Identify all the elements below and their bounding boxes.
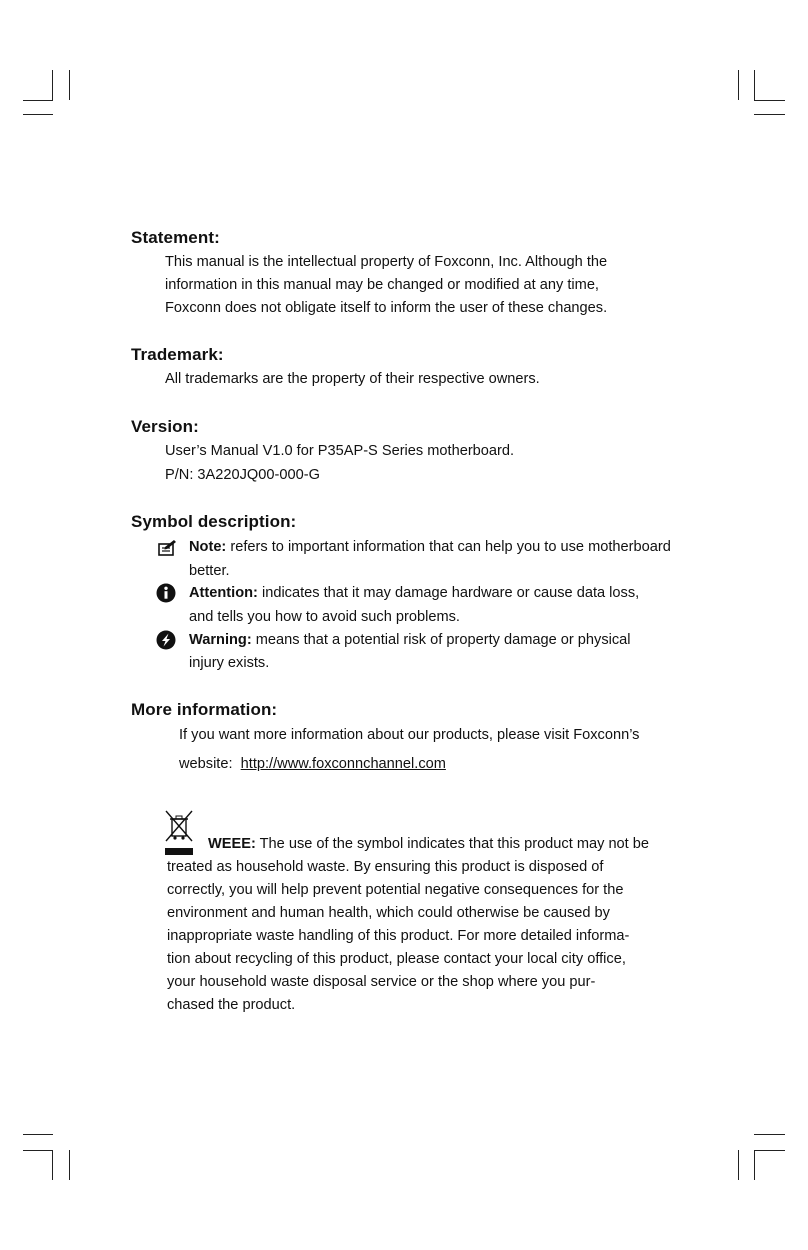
weee-line-1 [208,834,649,854]
info-icon [156,583,176,603]
note-icon [157,538,177,558]
crop-mark-top-left-h2 [23,114,53,115]
weee-line-4: environment and human health, which could otherwise be caused by [167,905,610,921]
crop-mark-bottom-left-v1 [52,1150,53,1180]
statement-line-2: information in this manual may be changed or modified at any time, [165,277,599,293]
version-title: Version: [131,417,199,436]
warning-line-2: injury exists. [189,655,270,671]
weee-line-6: tion about recycling of this product, please contact your local city office, [167,951,626,967]
weee-text: The use of the symbol indicates that this product may not be [259,836,650,852]
crop-mark-bottom-right-v1 [738,1150,739,1180]
crop-mark-bottom-left-h2 [23,1150,53,1151]
statement-title: Statement: [131,228,220,247]
weee-line-5: inappropriate waste handling of this product. For more detailed informa- [167,928,630,944]
note-label: Note: [189,539,227,555]
warning-text: means that a potential risk of property damage or physical [255,632,631,648]
crop-mark-top-left-v2 [69,70,70,100]
trademark-title: Trademark: [131,345,224,364]
weee-line-7: your household waste disposal service or the shop where you pur- [167,974,596,990]
crop-mark-top-right-v2 [754,70,755,100]
statement-line-3: Foxconn does not obligate itself to inform the user of these changes. [165,300,608,316]
crop-mark-top-left-v1 [52,70,53,100]
crop-mark-bottom-right-h2 [754,1150,785,1151]
crop-mark-top-right-v1 [738,70,739,100]
more-info-website-line [179,754,446,774]
note-line-1 [189,537,671,557]
warning-line-1 [189,630,631,650]
attention-text: indicates that it may damage hardware or cause data loss, [261,585,640,601]
foxconn-website-link[interactable]: http://www.foxconnchannel.com [240,756,446,772]
statement-line-1: This manual is the intellectual property of Foxconn, Inc. Although the [165,254,608,270]
warning-label: Warning: [189,632,252,648]
crop-mark-bottom-left-v2 [69,1150,70,1180]
attention-line-2: and tells you how to avoid such problems. [189,609,460,625]
website-label: website: [179,756,233,772]
weee-line-2: treated as household waste. By ensuring this product is disposed of [167,859,604,875]
version-line-1: User’s Manual V1.0 for P35AP-S Series motherboard. [165,443,515,459]
symbol-description-title: Symbol description: [131,512,297,531]
crop-mark-top-right-h2 [754,114,785,115]
crop-mark-bottom-left-h1 [23,1134,53,1135]
crossed-bin-icon [162,808,196,858]
attention-line-1 [189,583,639,603]
weee-line-8: chased the product. [167,997,296,1013]
weee-line-3: correctly, you will help prevent potential negative consequences for the [167,882,624,898]
weee-label: WEEE: [208,836,256,852]
crop-mark-bottom-right-v2 [754,1150,755,1180]
warning-icon [156,630,176,650]
trademark-line-1: All trademarks are the property of their respective owners. [165,371,540,387]
attention-label: Attention: [189,585,258,601]
note-line-2: better. [189,563,230,579]
crop-mark-top-right-h1 [754,100,785,101]
more-information-title: More information: [131,700,278,719]
note-text: refers to important information that can help you to use motherboard [230,539,671,555]
crop-mark-top-left-h1 [23,100,53,101]
crop-mark-bottom-right-h1 [754,1134,785,1135]
more-info-line-1: If you want more information about our products, please visit Foxconn’s [179,727,640,743]
version-part-number: P/N: 3A220JQ00-000-G [165,467,320,483]
